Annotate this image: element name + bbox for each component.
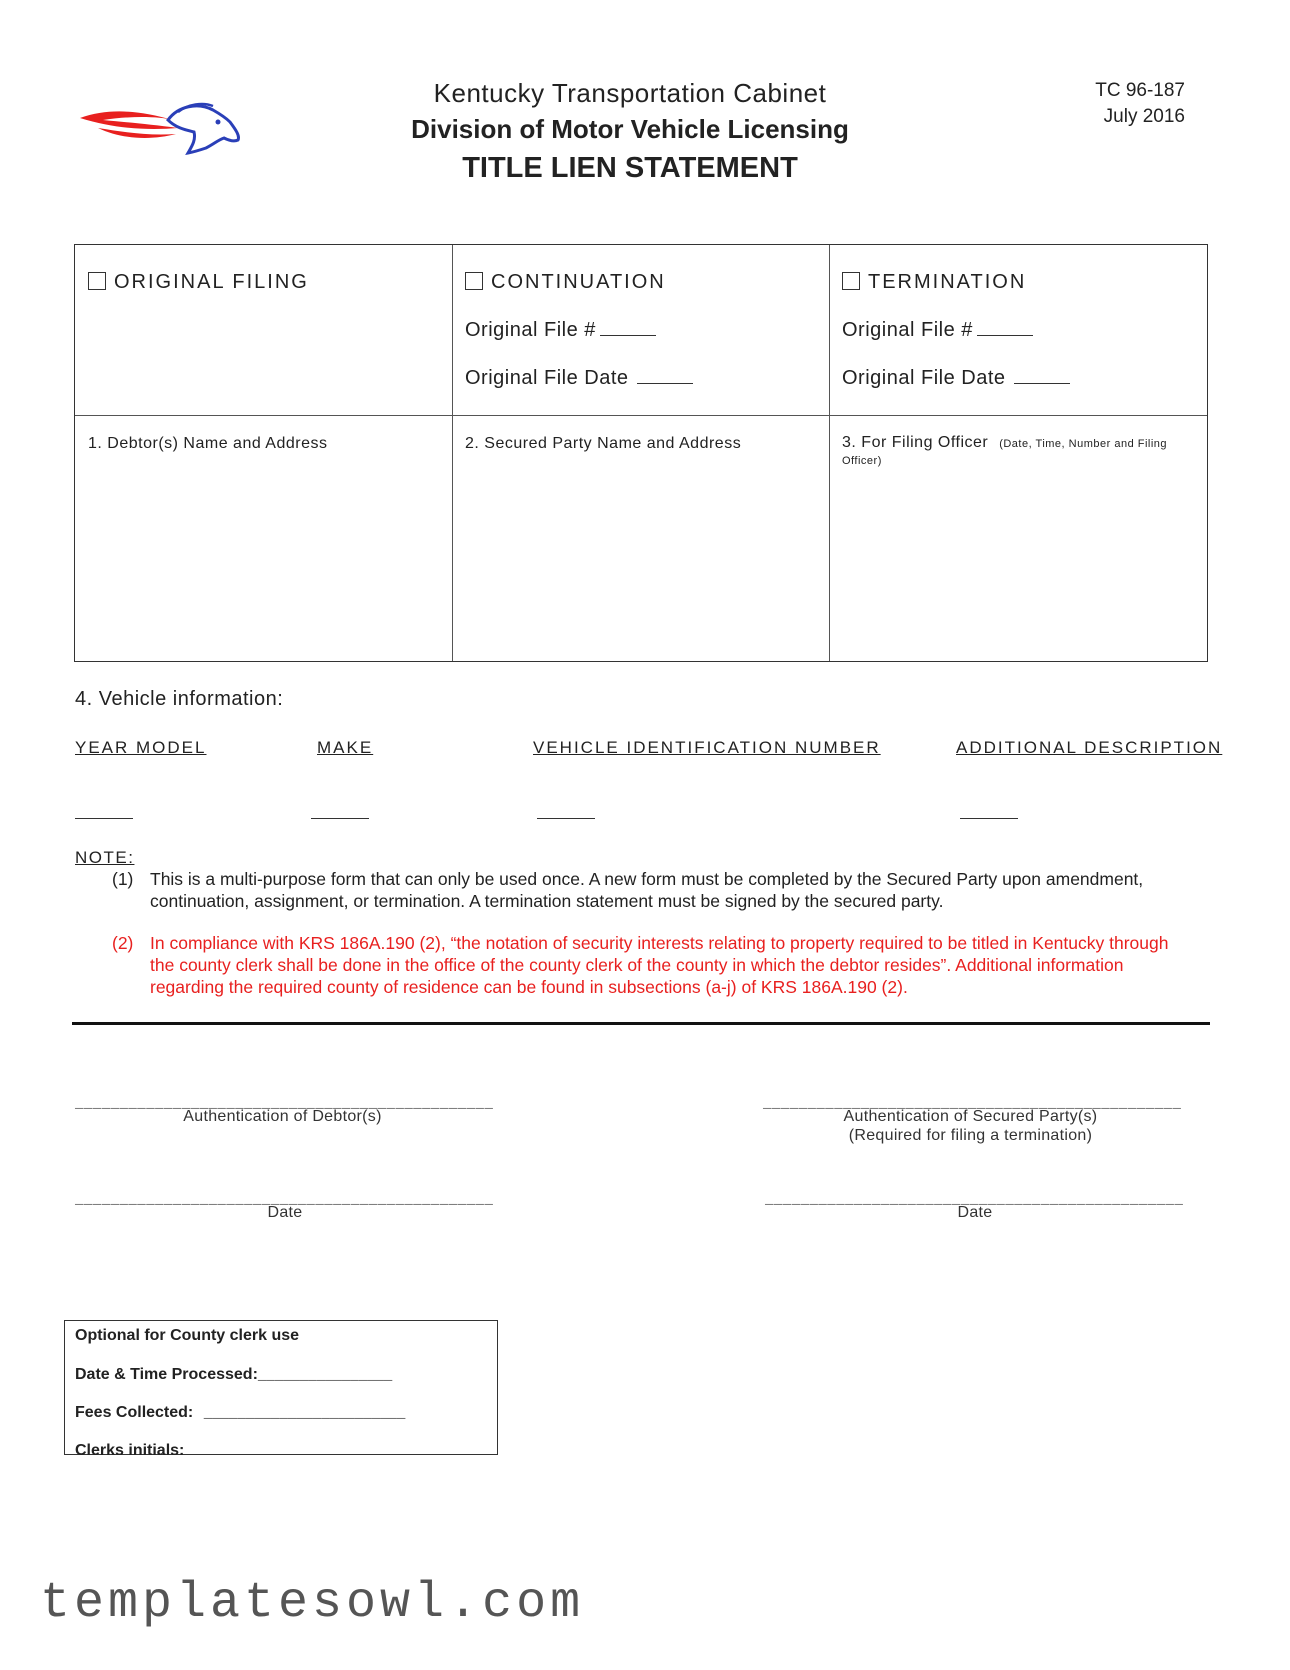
termination-checkbox[interactable]	[842, 272, 860, 290]
fees-collected-field[interactable]: ________________________	[203, 1406, 406, 1422]
debtor-auth-label: Authentication of Debtor(s)	[183, 1108, 382, 1125]
county-clerk-box	[64, 1320, 498, 1459]
note-text: In compliance with KRS 186A.190 (2), “the notation of security interests relating to property required to be titled in Kentucky through the county clerk shall be done in the office of the county clerk of the county in which the debtor resides”. Additional information regarding the required county of residence can be found in subsections (a-j) of KRS 186A.190 (2).	[150, 933, 1169, 997]
original-filing-label: ORIGINAL FILING	[114, 271, 309, 293]
file-number-label: Original File #	[465, 319, 596, 341]
date-time-processed-field[interactable]: ________________	[257, 1368, 393, 1384]
termination-file-number[interactable]	[842, 319, 1033, 342]
vehicle-info-label: 4. Vehicle information:	[75, 688, 284, 710]
make-header: MAKE	[317, 738, 374, 757]
note-number: (1)	[112, 869, 134, 889]
agency-name: Kentucky Transportation Cabinet	[433, 78, 827, 108]
filing-officer-label: 3. For Filing Officer	[842, 434, 989, 451]
section-divider	[72, 1022, 1210, 1025]
clerk-box-title: Optional for County clerk use	[75, 1327, 300, 1344]
form-date: July 2016	[1103, 106, 1185, 127]
file-number-label: Original File #	[842, 319, 973, 341]
debtor-signature-line[interactable]: _______________________________________________	[75, 1096, 494, 1112]
file-date-label: Original File Date	[842, 367, 1006, 389]
file-date-field[interactable]	[637, 383, 693, 384]
debtor-date-label: Date	[267, 1204, 303, 1221]
form-title: TITLE LIEN STATEMENT	[462, 152, 798, 184]
original-filing-option[interactable]	[88, 271, 309, 294]
fees-collected[interactable]	[75, 1404, 405, 1422]
note-label: NOTE:	[75, 848, 135, 867]
vin-field[interactable]	[537, 818, 595, 819]
continuation-label: CONTINUATION	[491, 271, 666, 293]
file-number-field[interactable]	[600, 335, 656, 336]
fees-collected-label: Fees Collected:	[75, 1404, 194, 1421]
secured-party-date-label: Date	[957, 1204, 993, 1221]
watermark: templatesowl.com	[40, 1575, 585, 1632]
secured-party-name-address-field[interactable]	[460, 463, 820, 653]
year-model-field[interactable]	[75, 818, 133, 819]
secured-party-auth-note: (Required for filing a termination)	[848, 1127, 1093, 1144]
continuation-option[interactable]	[465, 271, 666, 294]
make-field[interactable]	[311, 818, 369, 819]
grid-divider	[829, 245, 830, 661]
secured-party-section-label: 2. Secured Party Name and Address	[465, 435, 742, 452]
vin-header: VEHICLE IDENTIFICATION NUMBER	[533, 738, 881, 757]
termination-label: TERMINATION	[868, 271, 1027, 293]
secured-party-signature-line[interactable]: _______________________________________________	[763, 1096, 1182, 1112]
termination-option[interactable]	[842, 271, 1026, 294]
continuation-file-date[interactable]	[465, 367, 693, 390]
additional-description-header: ADDITIONAL DESCRIPTION	[956, 738, 1223, 757]
filing-officer-field[interactable]	[837, 475, 1197, 653]
original-filing-checkbox[interactable]	[88, 272, 106, 290]
secured-party-auth-label: Authentication of Secured Party(s)	[843, 1108, 1098, 1125]
form-number: TC 96-187	[1095, 80, 1185, 101]
grid-divider	[75, 415, 1207, 416]
debtor-name-address-field[interactable]	[83, 463, 443, 653]
filing-grid	[74, 244, 1208, 662]
debtor-section-label: 1. Debtor(s) Name and Address	[88, 435, 328, 452]
termination-file-date[interactable]	[842, 367, 1070, 390]
clerk-initials-label: Clerks initials:	[75, 1442, 185, 1459]
filing-officer-section-label	[842, 435, 1187, 469]
additional-description-field[interactable]	[960, 818, 1018, 819]
grid-divider	[452, 245, 453, 661]
filing-officer-note: (Date, Time, Number and Filing Officer)	[842, 438, 1168, 467]
continuation-checkbox[interactable]	[465, 272, 483, 290]
division-name: Division of Motor Vehicle Licensing	[411, 114, 849, 144]
note-text: This is a multi-purpose form that can only be used once. A new form must be completed by the Secured Party upon amendment, continuation, assignment, or termination. A termination statement must be signed by the secured party.	[150, 869, 1144, 911]
debtor-date-line[interactable]: _______________________________________________	[75, 1192, 494, 1208]
note-number: (2)	[112, 933, 134, 953]
date-time-processed-label: Date & Time Processed:	[75, 1366, 258, 1383]
clerk-initials[interactable]	[75, 1442, 184, 1460]
continuation-file-number[interactable]	[465, 319, 656, 342]
secured-party-date-line[interactable]: _______________________________________________	[765, 1192, 1184, 1208]
note-item	[112, 868, 1192, 912]
year-model-header: YEAR MODEL	[75, 738, 207, 757]
file-date-label: Original File Date	[465, 367, 629, 389]
file-number-field[interactable]	[977, 335, 1033, 336]
form-id	[1095, 78, 1185, 130]
date-time-processed[interactable]	[75, 1366, 392, 1384]
note-item	[112, 932, 1192, 998]
file-date-field[interactable]	[1014, 383, 1070, 384]
